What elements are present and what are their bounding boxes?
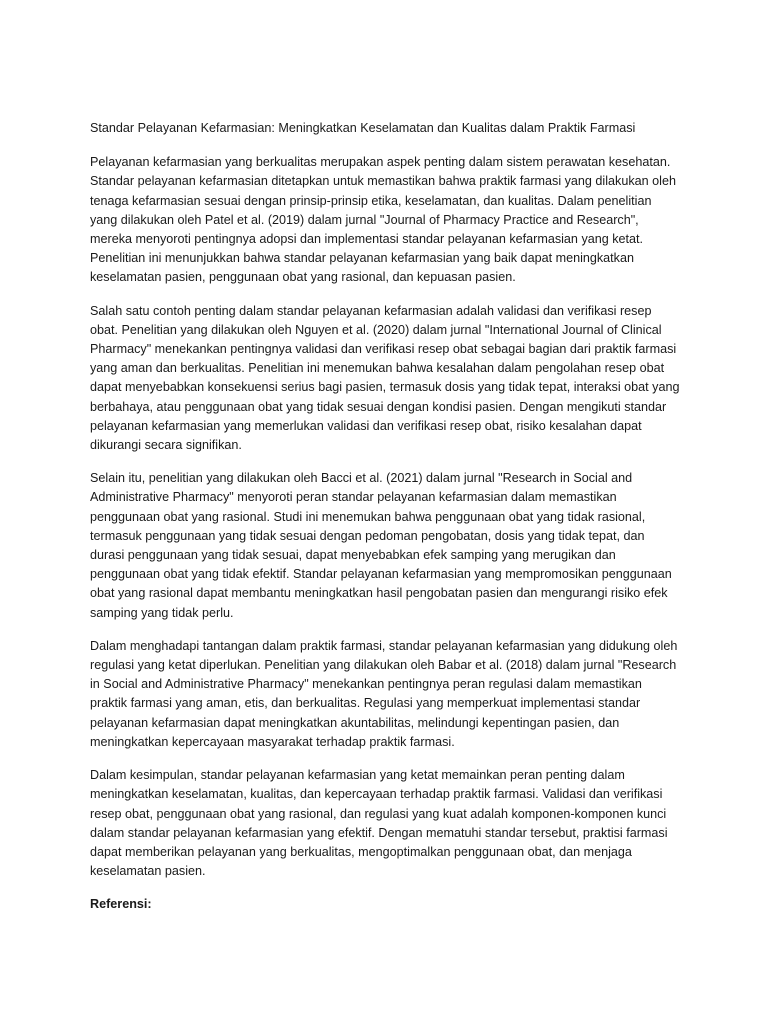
paragraph-1: Pelayanan kefarmasian yang berkualitas merupakan aspek penting dalam sistem perawatan kesehatan. Standar pelayanan kefarmasian ditetapkan untuk memastikan bahwa praktik farmasi yang dilakukan oleh tenaga kefarmasian sesuai dengan prinsip-prinsip etika, keselamatan, dan kualitas. Dalam penelitian yang dilakukan oleh Patel et al. (2019) dalam jurnal "Journal of Pharmacy Practice and Research", mereka menyoroti pentingnya adopsi dan implementasi standar pelayanan kefarmasian yang ketat. Penelitian ini menunjukkan bahwa standar pelayanan kefarmasian yang baik dapat meningkatkan keselamatan pasien, penggunaan obat yang rasional, dan kepuasan pasien. [90,155,676,285]
references-heading: Referensi: [90,897,152,912]
document-title: Standar Pelayanan Kefarmasian: Meningkatkan Keselamatan dan Kualitas dalam Praktik Farmasi [90,121,636,135]
paragraph-3: Selain itu, penelitian yang dilakukan oleh Bacci et al. (2021) dalam jurnal "Research in Social and Administrative Pharmacy" menyoroti peran standar pelayanan kefarmasian dalam memastikan penggunaan obat yang rasional. Studi ini menemukan bahwa penggunaan obat yang tidak rasional, termasuk penggunaan yang tidak sesuai dengan pedoman pengobatan, dosis yang tidak tepat, dan durasi penggunaan yang tidak sesuai, dapat menyebabkan efek samping yang merugikan dan penggunaan obat yang tidak efektif. Standar pelayanan kefarmasian yang mempromosikan penggunaan obat yang rasional dapat membantu meningkatkan hasil pengobatan pasien dan mengurangi risiko efek samping yang tidak perlu. [90,471,672,620]
paragraph-5: Dalam kesimpulan, standar pelayanan kefarmasian yang ketat memainkan peran penting dalam meningkatkan keselamatan, kualitas, dan kepercayaan terhadap praktik farmasi. Validasi dan verifikasi resep obat, penggunaan obat yang rasional, dan regulasi yang kuat adalah komponen-komponen kunci dalam standar pelayanan kefarmasian yang efektif. Dengan mematuhi standar tersebut, praktisi farmasi dapat memberikan pelayanan yang berkualitas, mengoptimalkan penggunaan obat, dan menjaga keselamatan pasien. [90,768,668,879]
paragraph-4: Dalam menghadapi tantangan dalam praktik farmasi, standar pelayanan kefarmasian yang didukung oleh regulasi yang ketat diperlukan. Penelitian yang dilakukan oleh Babar et al. (2018) dalam jurnal "Research in Social and Administrative Pharmacy" menekankan pentingnya peran regulasi dalam memastikan praktik farmasi yang aman, etis, dan berkualitas. Regulasi yang memperkuat implementasi standar pelayanan kefarmasian dapat meningkatkan akuntabilitas, melindungi kepentingan pasien, dan meningkatkan kepercayaan masyarakat terhadap praktik farmasi. [90,638,678,749]
document-content [90,119,690,915]
paragraph-2: Salah satu contoh penting dalam standar pelayanan kefarmasian adalah validasi dan verifikasi resep obat. Penelitian yang dilakukan oleh Nguyen et al. (2020) dalam jurnal "International Journal of Clinical Pharmacy" menekankan pentingnya validasi dan verifikasi resep obat sebagai bagian dari praktik farmasi yang aman dan berkualitas. Penelitian ini menemukan bahwa kesalahan dalam pengolahan resep obat dapat menyebabkan konsekuensi serius bagi pasien, termasuk dosis yang tidak tepat, interaksi obat yang berbahaya, atau penggunaan obat yang tidak sesuai dengan kondisi pasien. Dengan mengikuti standar pelayanan kefarmasian yang memerlukan validasi dan verifikasi resep obat, risiko kesalahan dapat dikurangi secara signifikan. [90,303,680,453]
